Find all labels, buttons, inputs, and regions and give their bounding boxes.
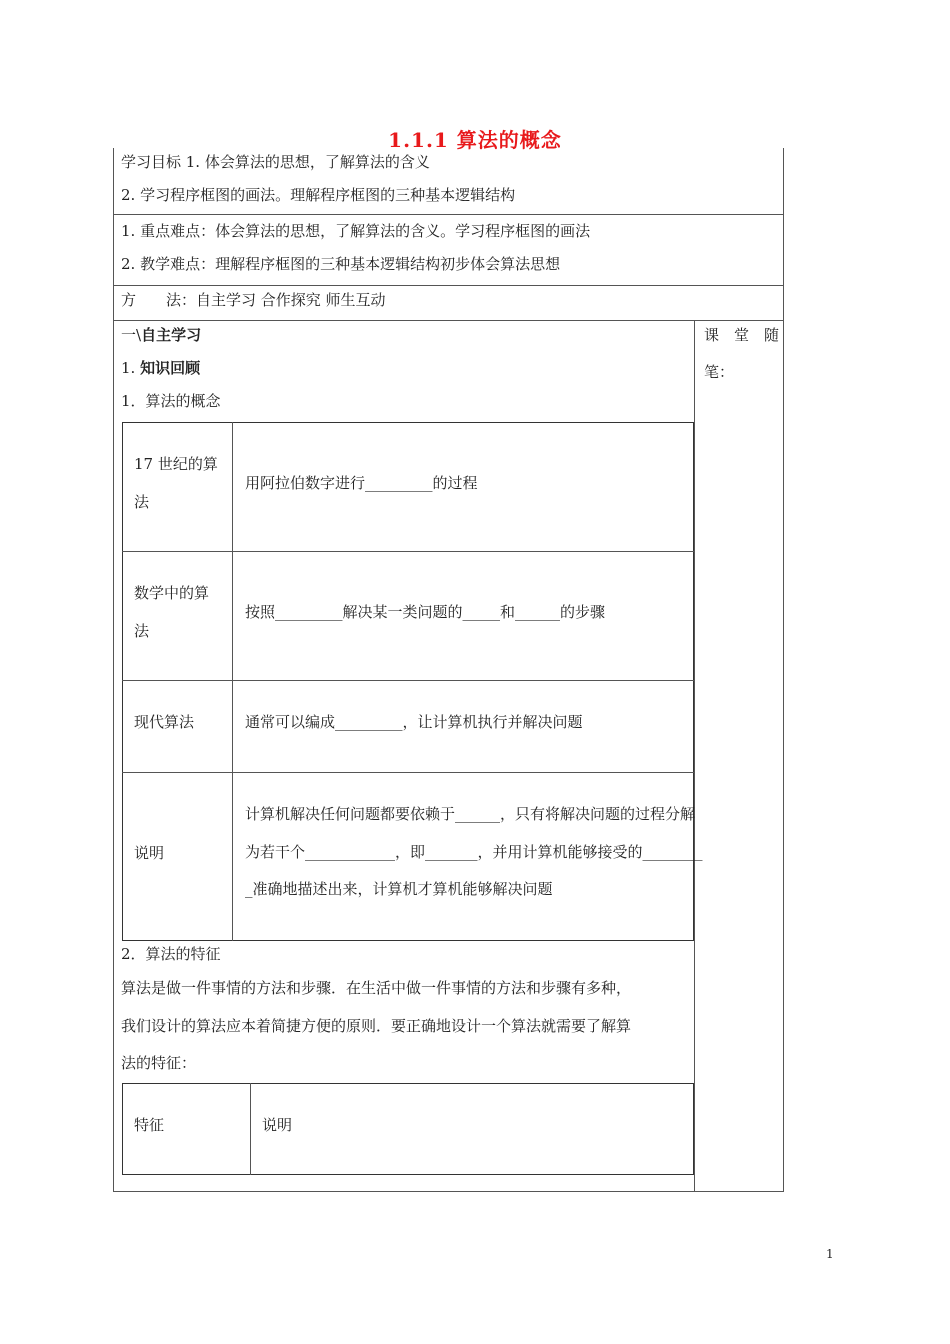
side-note-label: 笔： [704,363,735,381]
table-row-label: 法 [134,493,150,511]
table-row-description: 用阿拉伯数字进行_________的过程 [245,474,478,492]
subsection-prefix: 1. [121,359,141,377]
subsection-heading [121,358,200,378]
learning-objective-1: 学习目标 1. 体会算法的思想，了解算法的含义 [121,153,430,171]
concept-table [122,422,694,941]
table-row-description: 计算机解决任何问题都要依赖于______，只有将解决问题的过程分解 [245,805,696,823]
divider [113,285,784,286]
side-note-title: 课 堂 随 [704,326,780,344]
section-heading [121,325,201,345]
feature-item-heading: 2．算法的特征 [121,945,221,963]
teaching-difficulty: 2. 教学难点：理解程序框图的三种基本逻辑结构初步体会算法思想 [121,255,561,273]
feature-table [122,1083,694,1175]
table-row-label: 现代算法 [134,713,195,731]
page-title: 1.1.1 算法的概念 [388,128,562,152]
divider [694,320,695,1192]
divider [122,680,694,681]
divider [113,320,784,321]
divider [232,422,233,941]
section-prefix: 一\ [121,326,142,344]
divider [250,1083,251,1175]
divider [113,214,784,215]
method-label: 方 法： [121,291,197,309]
table-row-label: 17 世纪的算 [134,455,218,473]
divider [122,772,694,773]
divider [122,551,694,552]
table-row-label: 说明 [134,844,165,862]
learning-objective-2: 2. 学习程序框图的画法。理解程序框图的三种基本逻辑结构 [121,186,516,204]
concept-item-heading: 1．算法的概念 [121,392,221,410]
table-row-label: 法 [134,622,150,640]
table-row-label: 数学中的算 [134,584,210,602]
method-line [121,290,386,310]
method-value: 自主学习 合作探究 师生互动 [196,291,386,309]
table-row-description: 按照_________解决某一类问题的_____和______的步骤 [245,603,606,621]
feature-table-header: 特征 [134,1116,165,1134]
page-number: 1 [826,1247,834,1261]
paragraph-line: 法的特征： [121,1054,197,1072]
section-title: 自主学习 [141,326,202,344]
paragraph-line: 算法是做一件事情的方法和步骤．在生活中做一件事情的方法和步骤有多种， [121,979,632,997]
key-point: 1. 重点难点：体会算法的思想，了解算法的含义。学习程序框图的画法 [121,222,591,240]
table-row-description: _准确地描述出来，计算机才算机能够解决问题 [245,880,553,898]
subsection-title: 知识回顾 [140,359,201,377]
table-row-description: 为若干个____________，即_______，并用计算机能够接受的________ [245,843,703,861]
feature-table-header: 说明 [262,1116,293,1134]
paragraph-line: 我们设计的算法应本着简捷方便的原则．要正确地设计一个算法就需要了解算 [121,1017,632,1035]
table-row-description: 通常可以编成_________，让计算机执行并解决问题 [245,713,583,731]
